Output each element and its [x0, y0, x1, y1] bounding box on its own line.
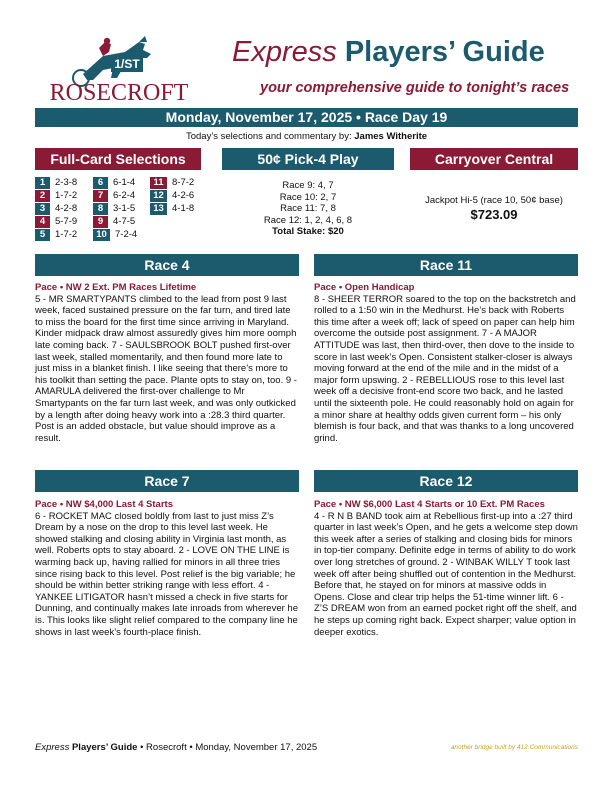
- race-number-badge: 7: [93, 190, 108, 202]
- race-11-conditions: Pace • Open Handicap: [314, 282, 415, 293]
- selection-race-3: [35, 203, 77, 215]
- pick4-leg: Race 12: 1, 2, 4, 6, 8: [263, 214, 353, 226]
- carryover-label: Jackpot Hi-5 (race 10, 50¢ base): [425, 195, 563, 206]
- title-players-guide: Players’ Guide: [344, 36, 545, 68]
- page-title: [232, 34, 582, 70]
- race-number-badge: 6: [93, 177, 108, 189]
- selection-pick: 6-1-4: [113, 177, 136, 188]
- race-4-heading: Race 4: [35, 254, 299, 276]
- race-number-badge: 3: [35, 203, 50, 215]
- selection-race-7: [93, 190, 135, 202]
- race-4-commentary: [35, 282, 299, 444]
- race-11-heading: Race 11: [314, 254, 578, 276]
- selection-race-6: [93, 177, 135, 189]
- selection-race-4: [35, 216, 77, 228]
- selection-race-12: [150, 190, 194, 202]
- pick4-body: [222, 180, 394, 238]
- race-11-text: 8 - SHEER TERROR soared to the top on the backstretch and rolled to a 1:50 win in the Medhurst. He’s back with Roberts this time after a week off; lack of speed on paper can help him overcome the outside post assignment. 7 - A MAJOR ATTITUDE was last, then third-over, then dove to the inside to score in last week’s Open. Consistent stalker-closer is always moving forward at the end of the mile and in the midst of a major form upswing. 2 - REBELLIOUS rose to this level last week off a decisive front-end score two back, and he lasted until the sixteenth pole. He could reasonably hold on again for a minor share at healthy odds given current form – his only blemish is four back, and that was thanks to a long uncovered grind.: [314, 293, 576, 444]
- selection-pick: 7-2-4: [115, 229, 138, 240]
- logo-wordmark: ROSECROFT: [49, 80, 189, 104]
- race-12-conditions: Pace • NW $6,000 Last 4 Starts or 10 Ext. PM Races: [314, 499, 545, 510]
- selection-race-13: [150, 203, 194, 215]
- selection-race-2: [35, 190, 77, 202]
- logo-badge: 1/ST: [114, 57, 140, 71]
- selection-race-11: [150, 177, 194, 189]
- race-number-badge: 11: [150, 177, 167, 189]
- selection-pick: 1-7-2: [55, 229, 78, 240]
- selection-pick: 4-7-5: [113, 216, 136, 227]
- selection-pick: 2-3-8: [55, 177, 78, 188]
- selection-race-9: [93, 216, 135, 228]
- race-4-text: 5 - MR SMARTYPANTS climbed to the lead from post 9 last week, faced sustained pressure on the far turn, and tired late to miss the board for the first time since arriving in Maryland. Kinder midpack draw almost assuredly gives him more oomph late coming back. 7 - SAULSBROOK BOLT pushed first-over last week, stalled momentarily, and then found more late to just miss in a blanket finish. I like seeing that there’s more to his toolkit than setting the pace. Plante opts to stay on, too. 9 - AMARULA delivered the first-over challenge to Mr Smartypants on the far turn last week, and was only outkicked by a length after doing heavy work into a :28.3 third quarter. Post is an added obstacle, but value should improve as a result.: [35, 293, 297, 444]
- race-number-badge: 4: [35, 216, 50, 228]
- selection-pick: 4-2-8: [55, 203, 78, 214]
- selection-pick: 3-1-5: [113, 203, 136, 214]
- pick4-leg: Race 10: 2, 7: [279, 191, 337, 203]
- race-number-badge: 9: [93, 216, 108, 228]
- race-7-heading: Race 7: [35, 470, 299, 492]
- race-7-text: 6 - ROCKET MAC closed boldly from last to just miss Z’s Dream by a nose on the drop to this level last week. He showed stalking and closing ability in Virginia last month, as well. Roberts opts to stay aboard. 2 - LOVE ON THE LINE is warming back up, having rallied for minors in all three tries since rising back to this level. Post relief is the big variable; he should be within better striking range with less effort. 4 - YANKEE LITIGATOR hasn’t missed a check in five starts for Dunning, and continually makes late inroads from wherever he is. This looks like slight relief compared to the company line he shows in last week’s fourth-place finish.: [35, 510, 298, 638]
- race-number-badge: 13: [150, 203, 167, 215]
- race-number-badge: 8: [93, 203, 108, 215]
- full-card-heading: Full-Card Selections: [35, 148, 201, 170]
- carryover-amount: $723.09: [470, 207, 518, 222]
- race-number-badge: 5: [35, 229, 50, 241]
- pick4-heading: 50¢ Pick-4 Play: [222, 148, 394, 170]
- footer-details: • Rosecroft • Monday, November 17, 2025: [137, 742, 318, 753]
- carryover-heading: Carryover Central: [410, 148, 578, 170]
- footer-express: Express: [35, 742, 70, 753]
- selection-race-8: [93, 203, 135, 215]
- byline: [35, 131, 578, 142]
- tagline: your comprehensive guide to tonight’s races: [260, 80, 570, 96]
- rosecroft-logo: [47, 34, 191, 104]
- selection-race-10: [93, 229, 137, 241]
- selection-pick: 5-7-9: [55, 216, 78, 227]
- pick4-leg: Race 9: 4, 7: [282, 180, 334, 191]
- race-11-commentary: [314, 282, 578, 444]
- title-express: Express: [232, 36, 337, 68]
- date-bar: Monday, November 17, 2025 • Race Day 19: [35, 108, 578, 127]
- footer-publication: [35, 742, 317, 753]
- selection-race-5: [35, 229, 77, 241]
- pick4-total-stake: Total Stake: $20: [272, 226, 344, 237]
- race-number-badge: 1: [35, 177, 50, 189]
- selection-pick: 8-7-2: [172, 177, 195, 188]
- race-7-commentary: [35, 499, 299, 638]
- byline-author: James Witherite: [354, 131, 428, 142]
- race-number-badge: 10: [93, 229, 110, 241]
- selection-pick: 1-7-2: [55, 190, 78, 201]
- race-4-conditions: Pace • NW 2 Ext. PM Races Lifetime: [35, 282, 197, 293]
- race-7-conditions: Pace • NW $4,000 Last 4 Starts: [35, 499, 173, 510]
- selection-pick: 4-1-8: [172, 203, 195, 214]
- race-12-text: 4 - R N B BAND took aim at Rebellious first-up into a :27 third quarter in last week’s Open, and he gets a welcome step down this week after a series of stalking and closing bids for minors in top-tier company. Definite edge in terms of ability to do work over long stretches of ground. 2 - WINBAK WILLY T took last week off after being shuffled out of contention in the Medhurst. Before that, he stayed on for minors at massive odds in Opens. Close and clear trip helps the 51-time winner lift. 6 - Z’S DREAM won from an earned pocket right off the shelf, and he steps up coming right back. Expect sharper; value option in deeper exotics.: [314, 510, 578, 638]
- footer-credit: another bridge built by 412 Communications: [450, 744, 578, 751]
- selection-race-1: [35, 177, 77, 189]
- pick4-leg: Race 11: 7, 8: [280, 203, 336, 214]
- race-number-badge: 12: [150, 190, 167, 202]
- byline-prefix: Today’s selections and commentary by:: [185, 131, 352, 142]
- footer-players-guide: Players’ Guide: [71, 742, 138, 753]
- selection-pick: 4-2-6: [172, 190, 195, 201]
- race-12-commentary: [314, 499, 578, 638]
- race-12-heading: Race 12: [314, 470, 578, 492]
- race-number-badge: 2: [35, 190, 50, 202]
- selection-pick: 6-2-4: [113, 190, 136, 201]
